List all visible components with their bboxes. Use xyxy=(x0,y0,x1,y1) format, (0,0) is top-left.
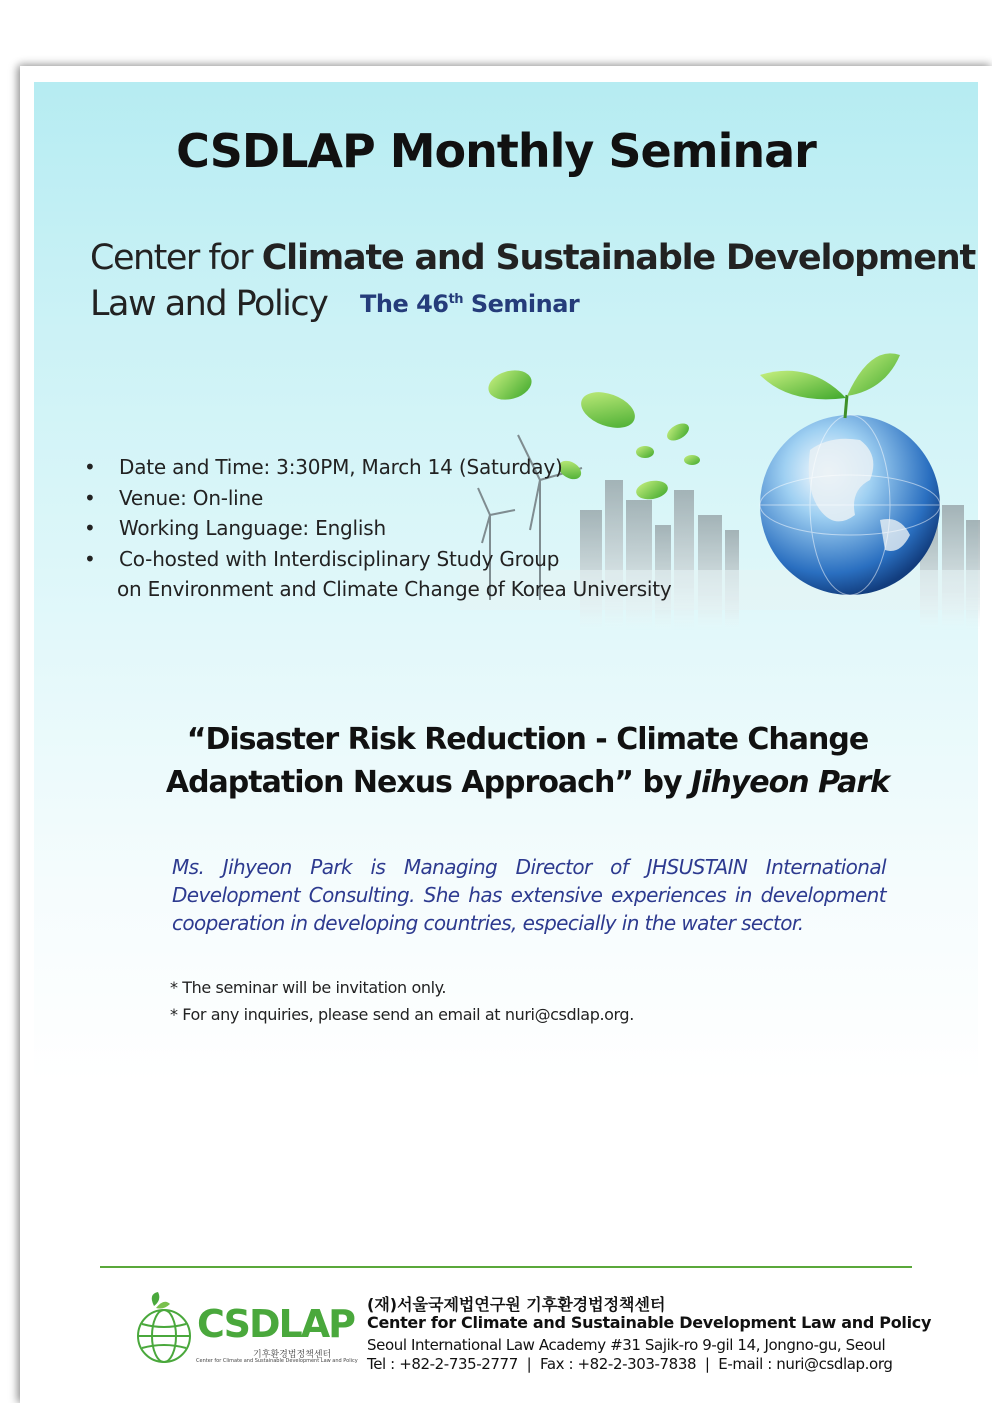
bullet-icon: • xyxy=(84,546,96,571)
logo-english-name: Center for Climate and Sustainable Development Law and Policy xyxy=(196,1358,358,1364)
center-name-line1 xyxy=(90,238,975,278)
footer-org-korean: (재)서울국제법연구원 기후환경법정책센터 xyxy=(367,1295,666,1314)
footer-contact: Tel : +82-2-735-2777 | Fax : +82-2-303-7838 | E-mail : nuri@csdlap.org xyxy=(367,1355,893,1373)
footer-address: Seoul International Law Academy #31 Sajik-ro 9-gil 14, Jongno-gu, Seoul xyxy=(367,1336,886,1354)
seminar-number xyxy=(360,290,579,318)
bullet-icon: • xyxy=(84,455,96,479)
footer-org-english: Center for Climate and Sustainable Development Law and Policy xyxy=(367,1313,932,1332)
detail-cohost xyxy=(84,544,672,575)
globe-with-sprout-icon xyxy=(760,353,940,595)
note-inquiries: * For any inquiries, please send an email at nuri@csdlap.org. xyxy=(170,1005,634,1024)
detail-cohost-continued: on Environment and Climate Change of Korea University xyxy=(117,577,672,601)
logo-korean-name: 기후환경법정책센터 xyxy=(253,1350,332,1360)
detail-venue-text: Venue: On-line xyxy=(119,485,264,510)
seminar-prefix: The 46 xyxy=(360,290,449,318)
seminar-details-list xyxy=(84,452,672,605)
detail-date-time-text: Date and Time: 3:30PM, March 14 (Saturday) xyxy=(119,455,563,479)
bullet-icon: • xyxy=(84,485,96,510)
speaker-bio: Ms. Jihyeon Park is Managing Director of JHSUSTAIN International Development Consulting. She has extensive experiences in development cooperation in developing countries, especially in the water sector. xyxy=(172,855,886,935)
center-name-light: Center for xyxy=(90,238,262,278)
talk-title-line2-text: Adaptation Nexus Approach” by xyxy=(165,765,691,800)
center-name-bold: Climate and Sustainable Development xyxy=(261,238,975,278)
detail-language xyxy=(84,513,672,544)
speaker-name: Jihyeon Park xyxy=(690,765,890,800)
footer-divider xyxy=(100,1266,912,1268)
detail-date-time xyxy=(84,452,672,483)
note-invitation: * The seminar will be invitation only. xyxy=(170,978,447,997)
talk-title-line2 xyxy=(0,765,992,800)
seminar-ordinal: th xyxy=(448,292,463,307)
poster-title: CSDLAP Monthly Seminar xyxy=(176,124,816,178)
detail-venue xyxy=(84,483,672,514)
detail-language-text: Working Language: English xyxy=(119,516,386,540)
detail-cohost-text: Co-hosted with Interdisciplinary Study Group xyxy=(119,546,560,571)
bullet-icon: • xyxy=(84,516,96,540)
center-name-line2: Law and Policy xyxy=(90,284,328,324)
logo-wordmark: CSDLAP xyxy=(197,1302,354,1346)
seminar-word: Seminar xyxy=(462,290,580,318)
talk-title-line1: “Disaster Risk Reduction - Climate Change xyxy=(186,722,869,757)
